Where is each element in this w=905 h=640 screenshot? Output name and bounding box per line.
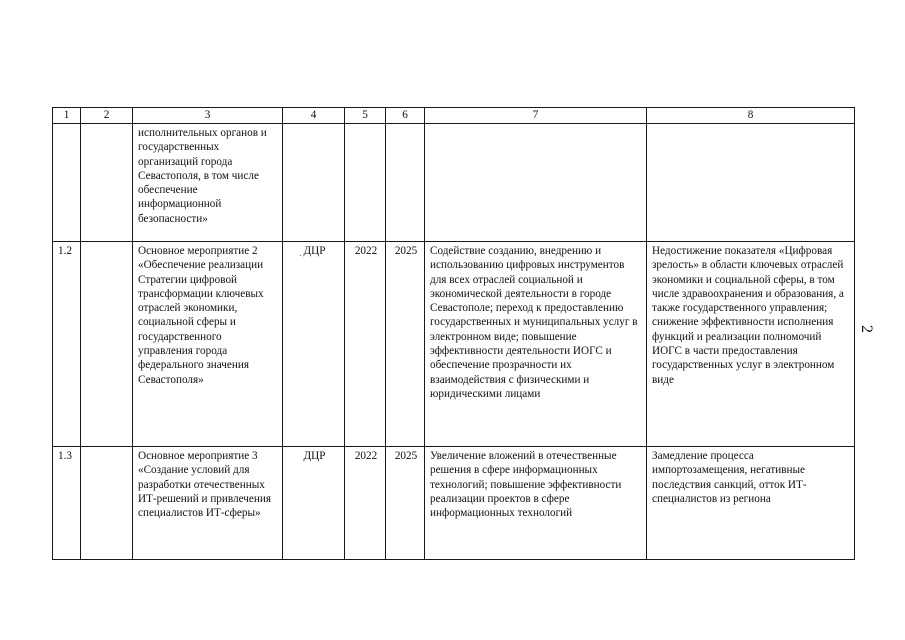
row-number: 1.3 — [53, 447, 81, 560]
expected-result: Увеличение вложений в отечественные решения в сфере информационных технологий; повышение эффективности реализации проектов в сфере информационных технологий — [425, 447, 647, 560]
start-year — [345, 124, 386, 242]
consequences — [647, 124, 855, 242]
end-year: 2025 — [386, 447, 425, 560]
measure-name: исполнительных органов и государственных организаций города Севастополя, в том числе обеспечение информационной безопасности» — [133, 124, 283, 242]
header-cell: 4 — [283, 108, 345, 124]
table-row — [53, 242, 855, 447]
expected-result — [425, 124, 647, 242]
page-number: 2 — [858, 325, 875, 333]
table-row — [53, 447, 855, 560]
table-row — [53, 124, 855, 242]
header-cell: 1 — [53, 108, 81, 124]
start-year: 2022 — [345, 242, 386, 447]
cell-col2 — [81, 242, 133, 447]
start-year: 2022 — [345, 447, 386, 560]
header-row — [53, 108, 855, 124]
consequences: Замедление процесса импортозамещения, негативные последствия санкций, отток ИТ-специалистов из региона — [647, 447, 855, 560]
header-cell: 3 — [133, 108, 283, 124]
header-cell: 8 — [647, 108, 855, 124]
expected-result: Содействие созданию, внедрению и использованию цифровых инструментов для всех отраслей социальной и экономической деятельности в городе Севастополе; переход к предоставлению государственных и муниципальных услуг в электронном виде; повышение эффективности деятельности ИОГС и обеспечение прозрачности их взаимодействия с физическими и юридическими лицами — [425, 242, 647, 447]
measure-name: Основное мероприятие 2 «Обеспечение реализации Стратегии цифровой трансформации ключевых отраслей экономики, социальной сферы и государственного управления города федерального значения Севастополя» — [133, 242, 283, 447]
header-cell: 7 — [425, 108, 647, 124]
measures-table — [52, 107, 855, 560]
cell-col2 — [81, 124, 133, 242]
header-cell: 5 — [345, 108, 386, 124]
measure-name: Основное мероприятие 3 «Создание условий для разработки отечественных ИТ-решений и привлечения специалистов ИТ-сферы» — [133, 447, 283, 560]
cell-col2 — [81, 447, 133, 560]
scan-speck — [300, 255, 301, 256]
header-cell: 2 — [81, 108, 133, 124]
consequences: Недостижение показателя «Цифровая зрелость» в области ключевых отраслей экономики и социальной сферы, в том числе здравоохранения и образования, а также государственного управления; снижение эффективности исполнения функций и реализации полномочий ИОГС в части предоставления государственных услуг в электронном виде — [647, 242, 855, 447]
end-year: 2025 — [386, 242, 425, 447]
row-number: 1.2 — [53, 242, 81, 447]
executor: ДЦР — [283, 447, 345, 560]
header-cell: 6 — [386, 108, 425, 124]
end-year — [386, 124, 425, 242]
executor: ДЦР — [283, 242, 345, 447]
row-number — [53, 124, 81, 242]
executor — [283, 124, 345, 242]
